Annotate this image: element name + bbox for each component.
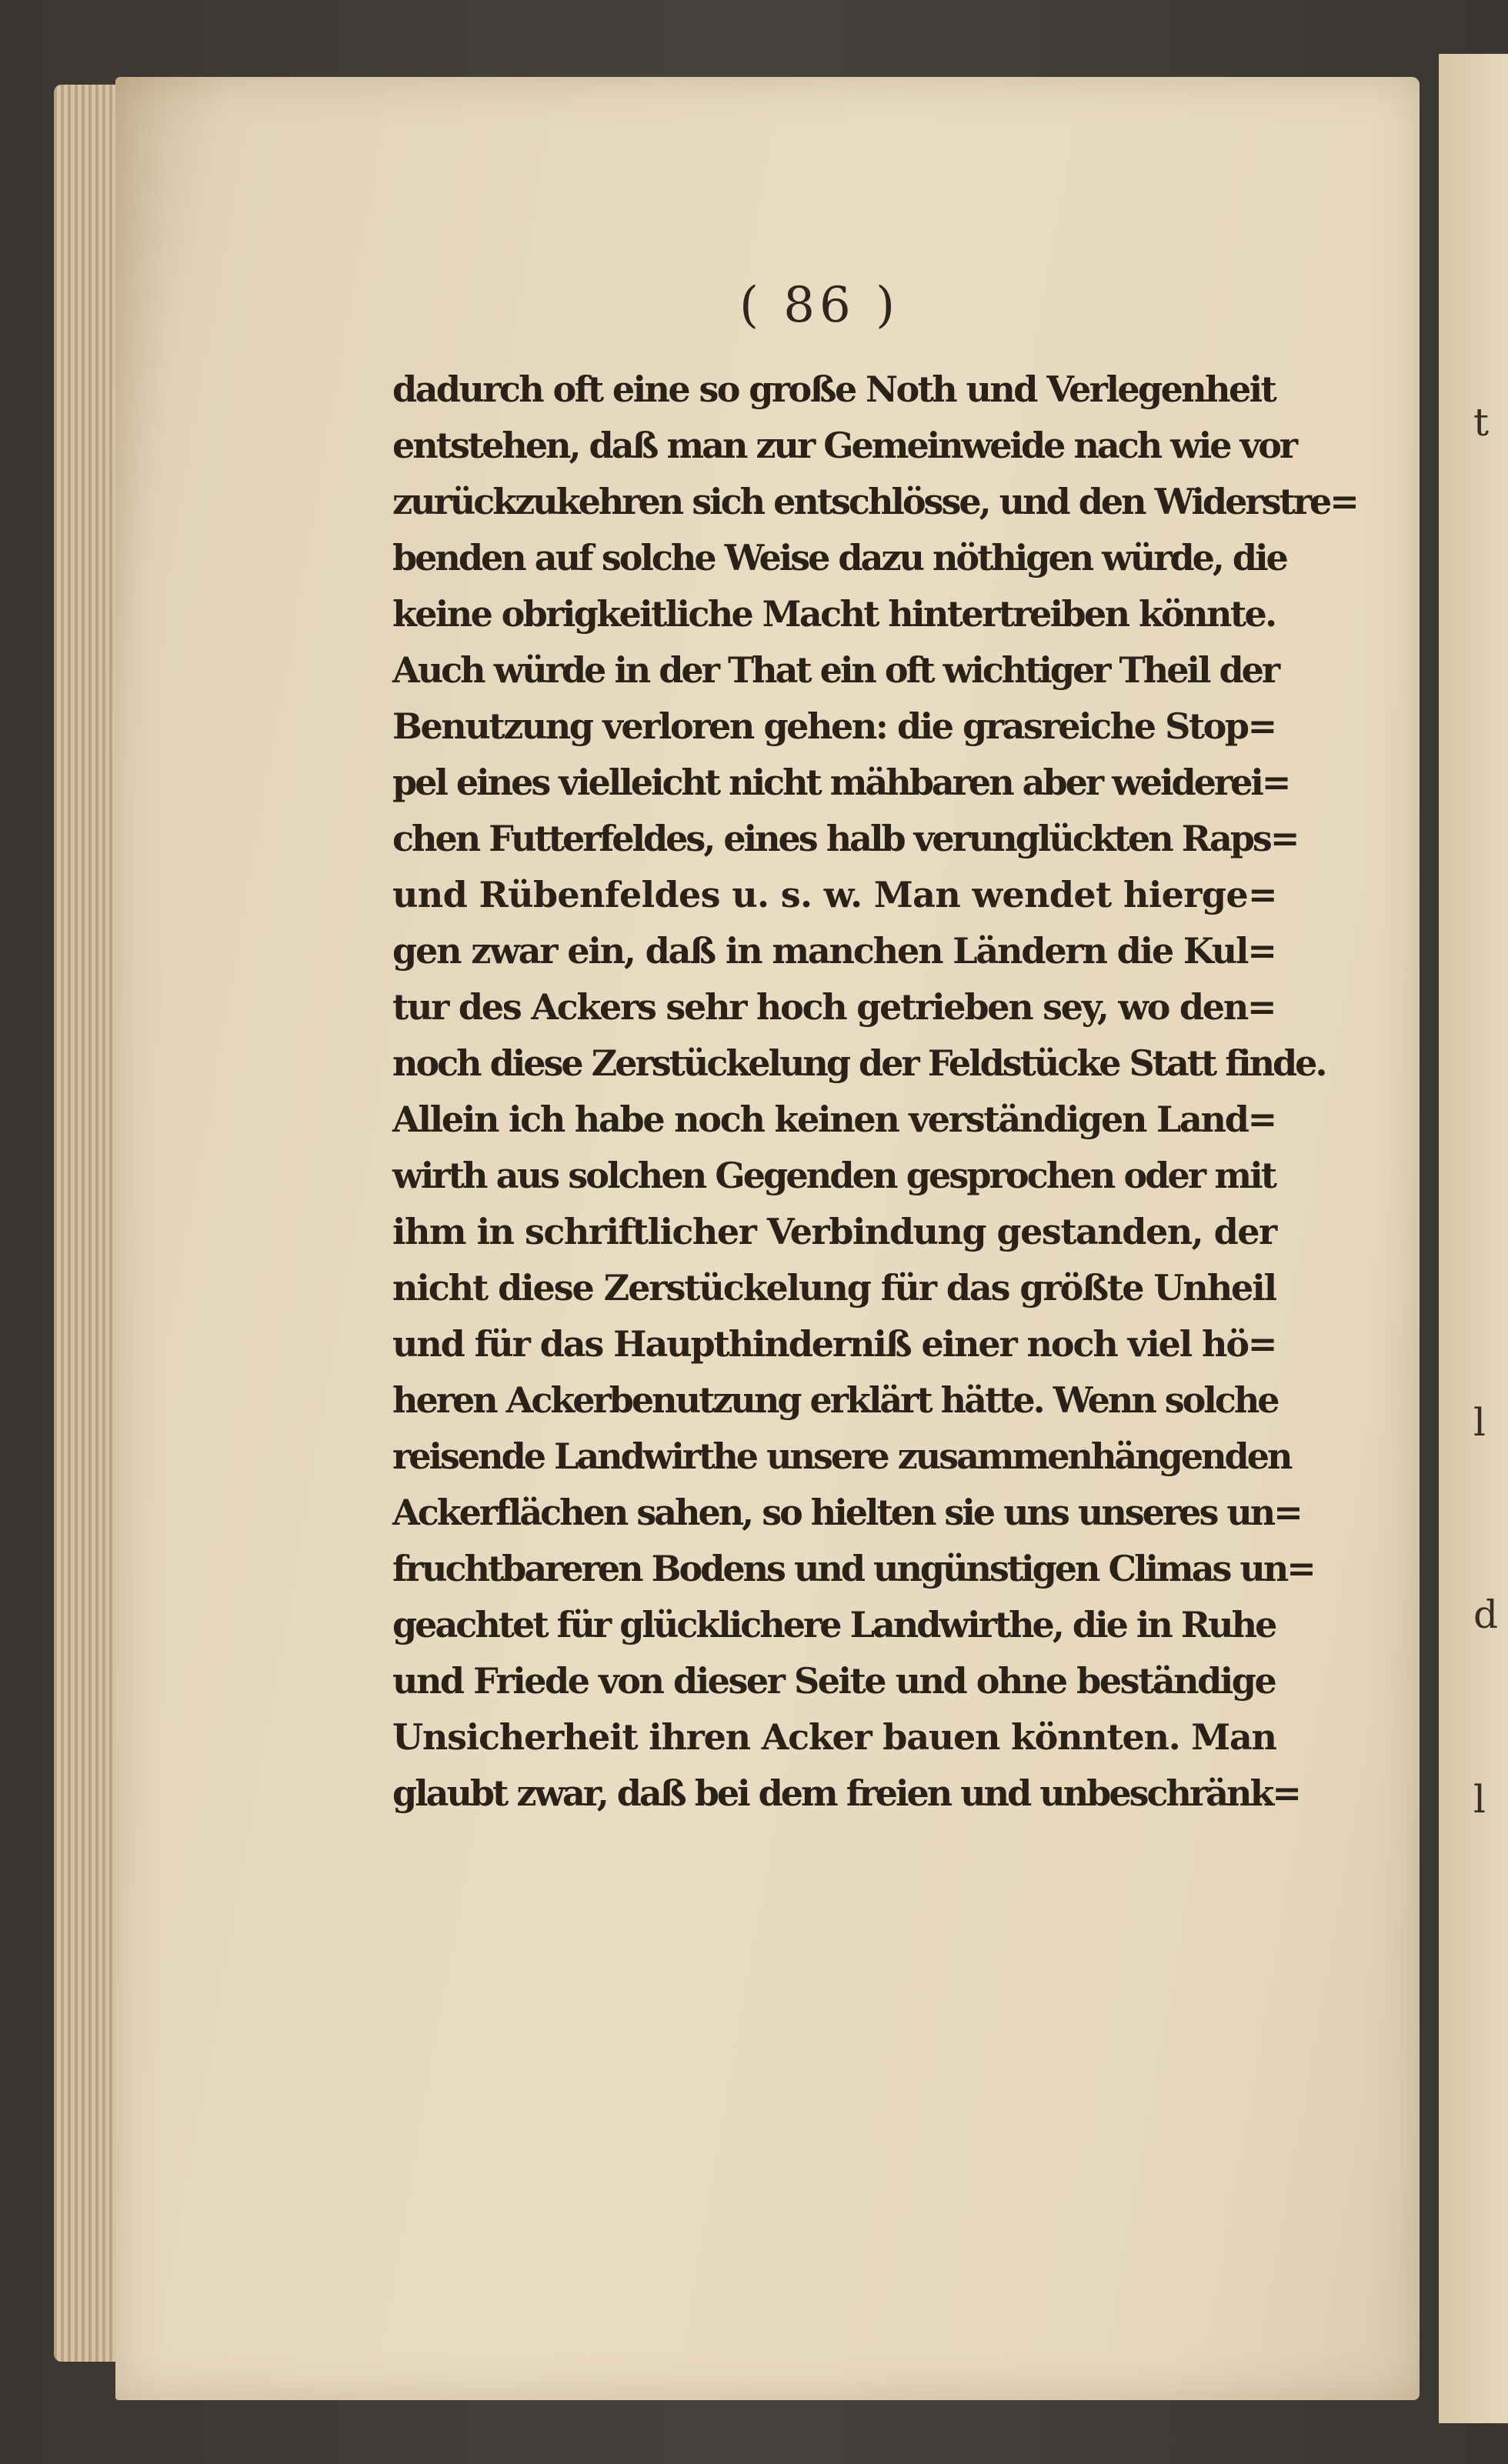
text-line: pel eines vielleicht nicht mähbaren aber weiderei= (392, 762, 1289, 803)
text-line: geachtet für glücklichere Landwirthe, die in Ruhe (392, 1604, 1276, 1645)
text-line: Allein ich habe noch keinen verständigen Land= (392, 1099, 1276, 1140)
text-line: Auch würde in der That ein oft wichtiger Theil der (392, 649, 1279, 691)
text-line: glaubt zwar, daß bei dem freien und unbeschränk= (392, 1772, 1299, 1814)
text-line: reisende Landwirthe unsere zusammenhängenden (392, 1435, 1291, 1477)
text-line: Benutzung verloren gehen: die grasreiche Stop= (392, 705, 1276, 747)
text-line: tur des Ackers sehr hoch getrieben sey, wo den= (392, 986, 1276, 1028)
text-line: Unsicherheit ihren Acker bauen könnten. Man (392, 1716, 1276, 1758)
body-text (392, 362, 1357, 1822)
text-line: noch diese Zerstückelung der Feldstücke Statt finde. (392, 1042, 1326, 1084)
edge-glyph: d (1473, 1592, 1499, 1637)
text-line: dadurch oft eine so große Noth und Verlegenheit (392, 368, 1276, 410)
edge-glyph: t (1473, 400, 1490, 445)
text-line: entstehen, daß man zur Gemeinweide nach wie vor (392, 425, 1296, 466)
page-number: ( 86 ) (739, 277, 900, 334)
edge-glyph: l (1473, 1777, 1486, 1822)
text-line: gen zwar ein, daß in manchen Ländern die Kul= (392, 930, 1276, 972)
text-line: keine obrigkeitliche Macht hintertreiben könnte. (392, 593, 1276, 635)
text-line: zurückzukehren sich entschlösse, und den Widerstre= (392, 481, 1357, 522)
text-line: chen Futterfeldes, eines halb verunglückten Raps= (392, 818, 1298, 859)
page-stack-edge (54, 85, 123, 2362)
facing-page-edge (1439, 54, 1508, 2423)
text-line: nicht diese Zerstückelung für das größte Unheil (392, 1267, 1276, 1309)
text-line: ihm in schriftlicher Verbindung gestanden, der (392, 1211, 1276, 1252)
text-line: und Rübenfeldes u. s. w. Man wendet hierge= (392, 874, 1277, 915)
edge-glyph: l (1473, 1400, 1486, 1445)
text-line: wirth aus solchen Gegenden gesprochen oder mit (392, 1155, 1276, 1196)
text-line: und Friede von dieser Seite und ohne beständige (392, 1660, 1276, 1702)
text-line: Ackerflächen sahen, so hielten sie uns unseres un= (392, 1492, 1301, 1533)
text-line: und für das Haupthinderniß einer noch viel hö= (392, 1323, 1276, 1365)
text-line: heren Ackerbenutzung erklärt hätte. Wenn solche (392, 1379, 1278, 1421)
text-line: benden auf solche Weise dazu nöthigen würde, die (392, 537, 1286, 578)
text-line: fruchtbareren Bodens und ungünstigen Climas un= (392, 1548, 1314, 1589)
